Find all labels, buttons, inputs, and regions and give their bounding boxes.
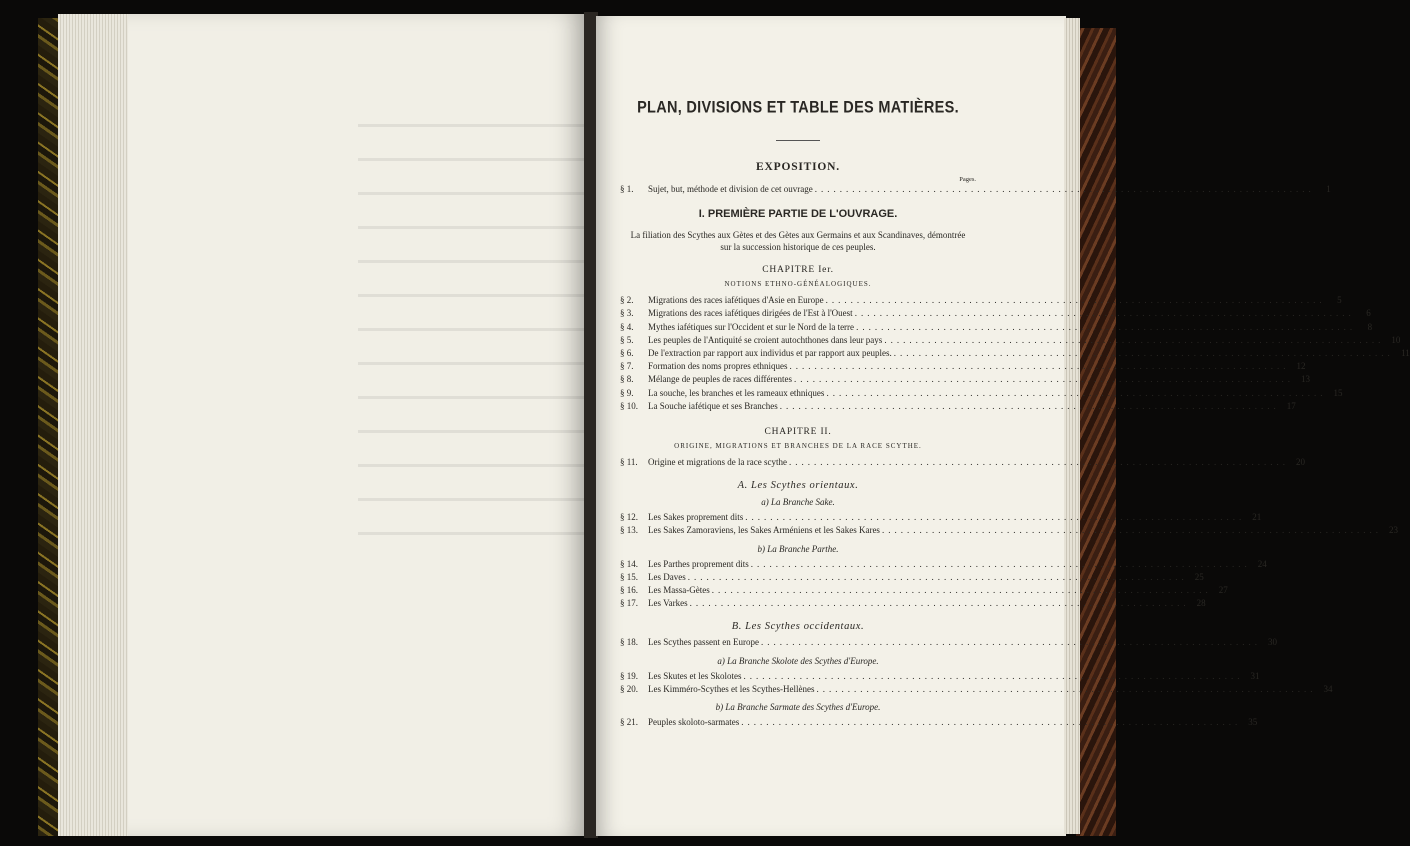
toc-entry xyxy=(620,294,1342,307)
entry-title: Migrations des races iafétiques dirigées de l'Est à l'Ouest xyxy=(648,308,853,319)
entry-number: § 4. xyxy=(620,321,634,332)
part-heading: I. PREMIÈRE PARTIE DE L'OUVRAGE. xyxy=(698,208,898,221)
entry-page: 1 xyxy=(1326,184,1331,194)
entry-number: § 2. xyxy=(620,295,634,306)
toc-entry xyxy=(620,716,1258,729)
leader-dots: ................................................................................ xyxy=(711,585,1212,596)
leader-dots: ................................................................................ xyxy=(743,670,1244,681)
left-page-blank xyxy=(128,14,584,836)
entry-title: Les Kimméro-Scythes et les Scythes-Hellènes xyxy=(648,683,815,694)
entry-number: § 8. xyxy=(620,374,634,385)
chapter-2-subtitle: ORIGINE, MIGRATIONS ET BRANCHES DE LA RACE SCYTHE. xyxy=(674,442,922,451)
section-b-entries xyxy=(620,636,1277,649)
leader-dots: ................................................................................ xyxy=(745,512,1246,523)
entry-number: § 9. xyxy=(620,387,634,398)
entry-title: Les Varkes xyxy=(648,598,688,609)
entry-page: 6 xyxy=(1366,308,1371,319)
leader-dots: ................................................................................ xyxy=(881,525,1382,536)
toc-entry xyxy=(620,511,1262,524)
entry-page: 21 xyxy=(1252,512,1262,523)
entry-title: La souche, les branches et les rameaux ethniques xyxy=(648,387,825,398)
leader-dots: ................................................................................ xyxy=(826,387,1327,398)
entry-number: § 14. xyxy=(620,558,638,569)
section-b-heading: B. Les Scythes occidentaux. xyxy=(731,621,865,633)
entry-title: Sujet, but, méthode et division de cet ouvrage xyxy=(648,184,813,194)
section-a-sub-a: a) La Branche Sake. xyxy=(761,497,835,508)
table-of-contents xyxy=(620,98,1410,729)
entry-page: 30 xyxy=(1267,637,1277,648)
chapter-1-heading: CHAPITRE Ier. xyxy=(762,265,834,276)
entry-page: 12 xyxy=(1296,361,1306,372)
leader-dots: ................................................................................ xyxy=(741,717,1242,728)
entry-page: 31 xyxy=(1250,670,1260,681)
marbled-cover-right xyxy=(1076,28,1116,836)
entry-number: § 10. xyxy=(620,400,638,411)
entry-page: 35 xyxy=(1248,717,1258,728)
entry-page: 11 xyxy=(1401,348,1410,359)
entry-page: 24 xyxy=(1257,558,1267,569)
section-b-sub-a-entries xyxy=(620,670,1333,696)
leader-dots: ................................................................................ xyxy=(689,598,1190,609)
entry-title: La Souche iafétique et ses Branches xyxy=(648,400,778,411)
entry-title: Les Sakes proprement dits xyxy=(648,512,744,523)
leader-dots: ................................................................................ xyxy=(816,683,1317,694)
toc-entry xyxy=(620,307,1371,320)
section-a-heading: A. Les Scythes orientaux. xyxy=(737,480,859,492)
leader-dots: ................................................................................ xyxy=(750,558,1251,569)
chapter-1-subtitle: NOTIONS ETHNO-GÉNÉALOGIQUES. xyxy=(724,280,872,289)
section-a-sub-a-entries xyxy=(620,511,1398,537)
entry-page: 27 xyxy=(1218,585,1228,596)
entry-page: 17 xyxy=(1286,400,1296,411)
leader-dots: ................................................................................ xyxy=(854,308,1355,319)
entry-number: § 3. xyxy=(620,308,634,319)
toc-entry xyxy=(620,400,1296,413)
entry-number: § 18. xyxy=(620,637,638,648)
leader-dots: ................................................................................ xyxy=(856,321,1357,332)
leader-dots: ................................................................................ xyxy=(825,295,1326,306)
entry-number: § 5. xyxy=(620,334,634,345)
leader-dots: ................................................................................ xyxy=(779,400,1280,411)
entry-page: 10 xyxy=(1391,334,1401,345)
part-description-line-2: sur la succession historique de ces peuples. xyxy=(720,242,876,253)
leader-dots: ................................................................................ xyxy=(893,348,1394,359)
entry-page: 23 xyxy=(1388,525,1398,536)
entry-page: 20 xyxy=(1295,457,1305,468)
entry-page: 5 xyxy=(1337,295,1342,306)
entry-page: 8 xyxy=(1367,321,1373,332)
entry-number: § 13. xyxy=(620,525,638,536)
title-rule xyxy=(776,140,820,141)
exposition-heading: EXPOSITION. xyxy=(756,161,840,173)
entry-number: § 16. xyxy=(620,585,638,596)
toc-entry xyxy=(620,321,1373,334)
entry-title: Migrations des races iafétiques d'Asie en Europe xyxy=(648,295,824,306)
page-title: PLAN, DIVISIONS ET TABLE DES MATIÈRES. xyxy=(637,98,959,118)
entry-title: Origine et migrations de la race scythe xyxy=(648,457,787,468)
section-a-sub-b: b) La Branche Parthe. xyxy=(757,543,839,554)
entry-title: Les Scythes passent en Europe xyxy=(648,637,759,648)
toc-entry xyxy=(620,558,1267,571)
toc-entry xyxy=(620,456,1305,469)
chapter-2-heading: CHAPITRE II. xyxy=(764,427,832,438)
entry-page: 13 xyxy=(1301,374,1311,385)
entry-number: § 1. xyxy=(620,184,634,194)
part-description xyxy=(620,229,976,253)
part-description-line-1: La filiation des Scythes aux Gètes et des Gètes aux Germains et aux Scandinaves, démontrée xyxy=(630,230,966,241)
entry-page: 25 xyxy=(1194,571,1204,582)
toc-entry xyxy=(620,597,1206,610)
entry-number: § 12. xyxy=(620,512,638,523)
leader-dots: ................................................................................ xyxy=(788,457,1289,468)
toc-entry xyxy=(620,334,1401,347)
toc-entry xyxy=(620,571,1204,584)
toc-entry xyxy=(620,670,1260,683)
chapter-1-entries xyxy=(620,294,1410,413)
toc-entry xyxy=(620,636,1277,649)
entry-number: § 7. xyxy=(620,361,634,372)
page-edges-right xyxy=(1064,18,1080,834)
leader-dots: ................................................................................ xyxy=(814,184,1315,194)
entry-title: Mythes iafétiques sur l'Occident et sur le Nord de la terre xyxy=(648,321,855,332)
toc-entry xyxy=(620,524,1398,537)
entry-page: 28 xyxy=(1196,598,1206,609)
entry-number: § 17. xyxy=(620,598,638,609)
exposition-entries xyxy=(620,183,1331,196)
show-through xyxy=(358,124,618,544)
section-b-sub-b-entries xyxy=(620,716,1258,729)
section-b-sub-a: a) La Branche Skolote des Scythes d'Europe. xyxy=(717,655,879,666)
leader-dots: ................................................................................ xyxy=(789,361,1290,372)
entry-number: § 20. xyxy=(620,683,638,694)
leader-dots: ................................................................................ xyxy=(794,374,1295,385)
entry-page: 15 xyxy=(1333,387,1343,398)
leader-dots: ................................................................................ xyxy=(884,334,1385,345)
page-edges-left xyxy=(58,14,132,836)
section-a-sub-b-entries xyxy=(620,558,1267,611)
entry-number: § 15. xyxy=(620,571,638,582)
leader-dots: ................................................................................ xyxy=(687,571,1188,582)
leader-dots: ................................................................................ xyxy=(760,637,1261,648)
entry-title: Peuples skoloto-sarmates xyxy=(648,717,740,728)
pages-column-label: Pages. xyxy=(959,176,976,183)
entry-title: Les Parthes proprement dits xyxy=(648,558,749,569)
toc-entry xyxy=(620,183,1331,196)
toc-entry xyxy=(620,683,1333,696)
toc-entry xyxy=(620,584,1228,597)
entry-title: Les peuples de l'Antiquité se croient autochthones dans leur pays xyxy=(648,334,883,345)
entry-title: Mélange de peuples de races différentes xyxy=(648,374,793,385)
entry-number: § 11. xyxy=(620,457,638,468)
entry-title: Les Skutes et les Skolotes xyxy=(648,670,742,681)
entry-title: Les Massa-Gètes xyxy=(648,585,710,596)
entry-number: § 6. xyxy=(620,348,634,359)
toc-entry xyxy=(620,373,1311,386)
chapter-2-entries xyxy=(620,456,1305,469)
entry-page: 34 xyxy=(1323,683,1333,694)
toc-entry xyxy=(620,387,1343,400)
entry-number: § 19. xyxy=(620,670,638,681)
entry-number: § 21. xyxy=(620,717,638,728)
entry-title: De l'extraction par rapport aux individus et par rapport aux peuples. xyxy=(648,348,892,359)
entry-title: Les Sakes Zamoraviens, les Sakes Arméniens et les Sakes Kares xyxy=(648,525,880,536)
toc-entry xyxy=(620,347,1410,360)
section-b-sub-b: b) La Branche Sarmate des Scythes d'Europe. xyxy=(715,702,881,713)
toc-entry xyxy=(620,360,1306,373)
entry-title: Les Daves xyxy=(648,571,686,582)
entry-title: Formation des noms propres ethniques xyxy=(648,361,788,372)
